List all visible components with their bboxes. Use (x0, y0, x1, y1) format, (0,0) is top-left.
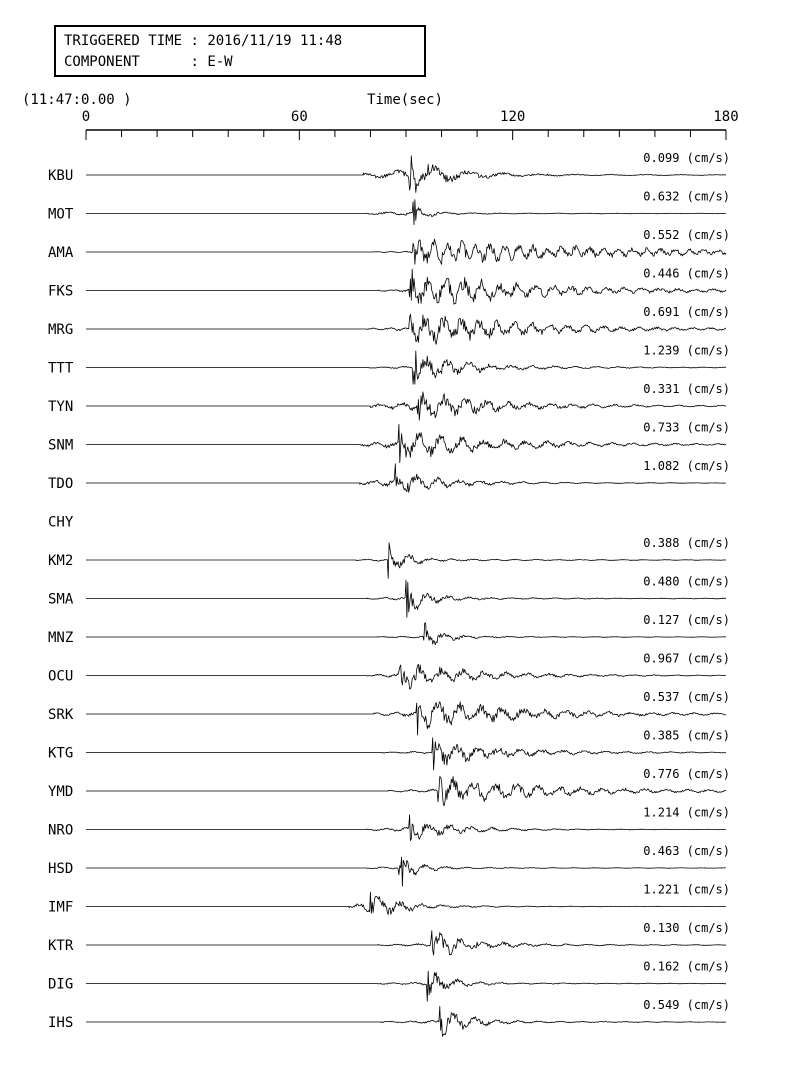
waveform-trace (86, 931, 726, 955)
waveform-trace (86, 200, 726, 225)
waveform-trace (86, 664, 726, 689)
peak-amplitude-label: 0.388 (cm/s) (643, 536, 730, 550)
station-label: TDO (48, 476, 74, 492)
peak-amplitude-label: 1.214 (cm/s) (643, 805, 730, 820)
waveform-trace (86, 239, 726, 264)
x-tick-label: 180 (713, 109, 739, 125)
trace-ttt (48, 344, 730, 385)
station-label: YMD (48, 784, 74, 800)
peak-amplitude-label: 0.733 (cm/s) (643, 420, 730, 435)
station-label: MNZ (48, 630, 74, 646)
trace-tyn (48, 382, 730, 420)
station-label: MOT (48, 206, 74, 223)
station-label: SMA (48, 591, 74, 608)
x-axis-title: Time(sec) (367, 92, 443, 108)
waveform-trace (86, 892, 726, 914)
component-separator: : (190, 54, 199, 70)
waveform-trace (86, 269, 726, 304)
x-tick-label: 120 (500, 109, 526, 125)
peak-amplitude-label: 0.480 (cm/s) (643, 574, 730, 589)
station-label: OCU (48, 668, 74, 685)
station-label: KTG (48, 745, 74, 762)
trace-mot (48, 190, 730, 225)
trace-km2 (48, 536, 730, 578)
station-label: AMA (48, 245, 74, 261)
peak-amplitude-label: 1.082 (cm/s) (643, 459, 730, 473)
peak-amplitude-label: 1.239 (cm/s) (643, 343, 730, 358)
waveform-trace (86, 543, 726, 578)
station-label: MRG (48, 322, 74, 338)
station-label: KBU (48, 168, 74, 184)
station-label: KM2 (48, 553, 74, 569)
trace-snm (48, 421, 730, 463)
peak-amplitude-label: 0.162 (cm/s) (643, 959, 730, 974)
start-time-label: (11:47:0.00 ) (22, 92, 132, 108)
peak-amplitude-label: 0.331 (cm/s) (643, 382, 730, 396)
x-tick-label: 60 (290, 109, 308, 125)
station-label: TYN (48, 399, 74, 415)
station-label: IHS (48, 1015, 74, 1031)
trace-nro (48, 806, 730, 841)
trace-ihs (48, 998, 730, 1036)
waveform-trace (86, 156, 726, 193)
peak-amplitude-label: 0.385 (cm/s) (643, 728, 730, 743)
waveform-trace (86, 424, 726, 462)
peak-amplitude-label: 0.446 (cm/s) (643, 266, 730, 281)
trace-ktr (48, 921, 730, 955)
triggered-time-label: TRIGGERED TIME (64, 33, 183, 49)
peak-amplitude-label: 0.549 (cm/s) (643, 998, 730, 1012)
station-label: CHY (48, 514, 74, 531)
trace-ocu (48, 652, 730, 690)
station-label: HSD (48, 861, 74, 877)
peak-amplitude-label: 0.632 (cm/s) (643, 189, 730, 204)
trace-group (48, 151, 730, 1036)
waveform-trace (86, 314, 726, 344)
waveform-trace (86, 738, 726, 770)
trace-imf (48, 883, 730, 916)
trace-dig (48, 960, 730, 1002)
peak-amplitude-label: 0.552 (cm/s) (643, 228, 730, 242)
triggered-time-value: 2016/11/19 11:48 (207, 33, 343, 49)
waveform-trace (86, 777, 726, 806)
waveform-trace (86, 464, 726, 493)
station-label: DIG (48, 976, 74, 993)
station-label: NRO (48, 822, 74, 839)
trace-mrg (48, 305, 730, 344)
peak-amplitude-label: 0.463 (cm/s) (643, 844, 730, 858)
waveform-trace (86, 815, 726, 841)
station-label: SRK (48, 707, 74, 723)
waveform-trace (86, 623, 726, 645)
trace-ktg (48, 729, 730, 770)
waveform-trace (86, 1006, 726, 1036)
trace-kbu (48, 151, 730, 193)
trace-srk (48, 690, 730, 735)
waveform-trace (86, 857, 726, 886)
peak-amplitude-label: 0.127 (cm/s) (643, 613, 730, 627)
x-tick-label: 0 (81, 109, 91, 125)
trace-ama (48, 228, 730, 264)
component-label: COMPONENT (64, 54, 140, 70)
peak-amplitude-label: 0.691 (cm/s) (643, 305, 730, 319)
station-label: IMF (48, 899, 74, 916)
trace-mnz (48, 613, 730, 646)
waveform-trace (86, 580, 726, 617)
peak-amplitude-label: 0.776 (cm/s) (643, 767, 730, 781)
component-value: E-W (207, 54, 233, 70)
station-label: SNM (48, 437, 74, 454)
trace-fks (48, 267, 730, 305)
peak-amplitude-label: 0.099 (cm/s) (643, 151, 730, 165)
trace-sma (48, 575, 730, 618)
peak-amplitude-label: 0.130 (cm/s) (643, 921, 730, 935)
waveform-trace (86, 702, 726, 735)
waveform-trace (86, 392, 726, 420)
waveform-trace (86, 971, 726, 1001)
trace-chy (48, 515, 74, 531)
trace-ymd (48, 767, 730, 806)
station-label: TTT (48, 360, 74, 377)
peak-amplitude-label: 0.537 (cm/s) (643, 690, 730, 704)
time-axis (82, 109, 739, 140)
trace-hsd (48, 844, 730, 886)
station-label: KTR (48, 938, 74, 954)
trace-tdo (48, 459, 730, 492)
waveform-trace (86, 351, 726, 384)
triggered-time-separator: : (190, 33, 199, 49)
peak-amplitude-label: 1.221 (cm/s) (643, 882, 730, 897)
peak-amplitude-label: 0.967 (cm/s) (643, 651, 730, 666)
station-label: FKS (48, 283, 74, 300)
